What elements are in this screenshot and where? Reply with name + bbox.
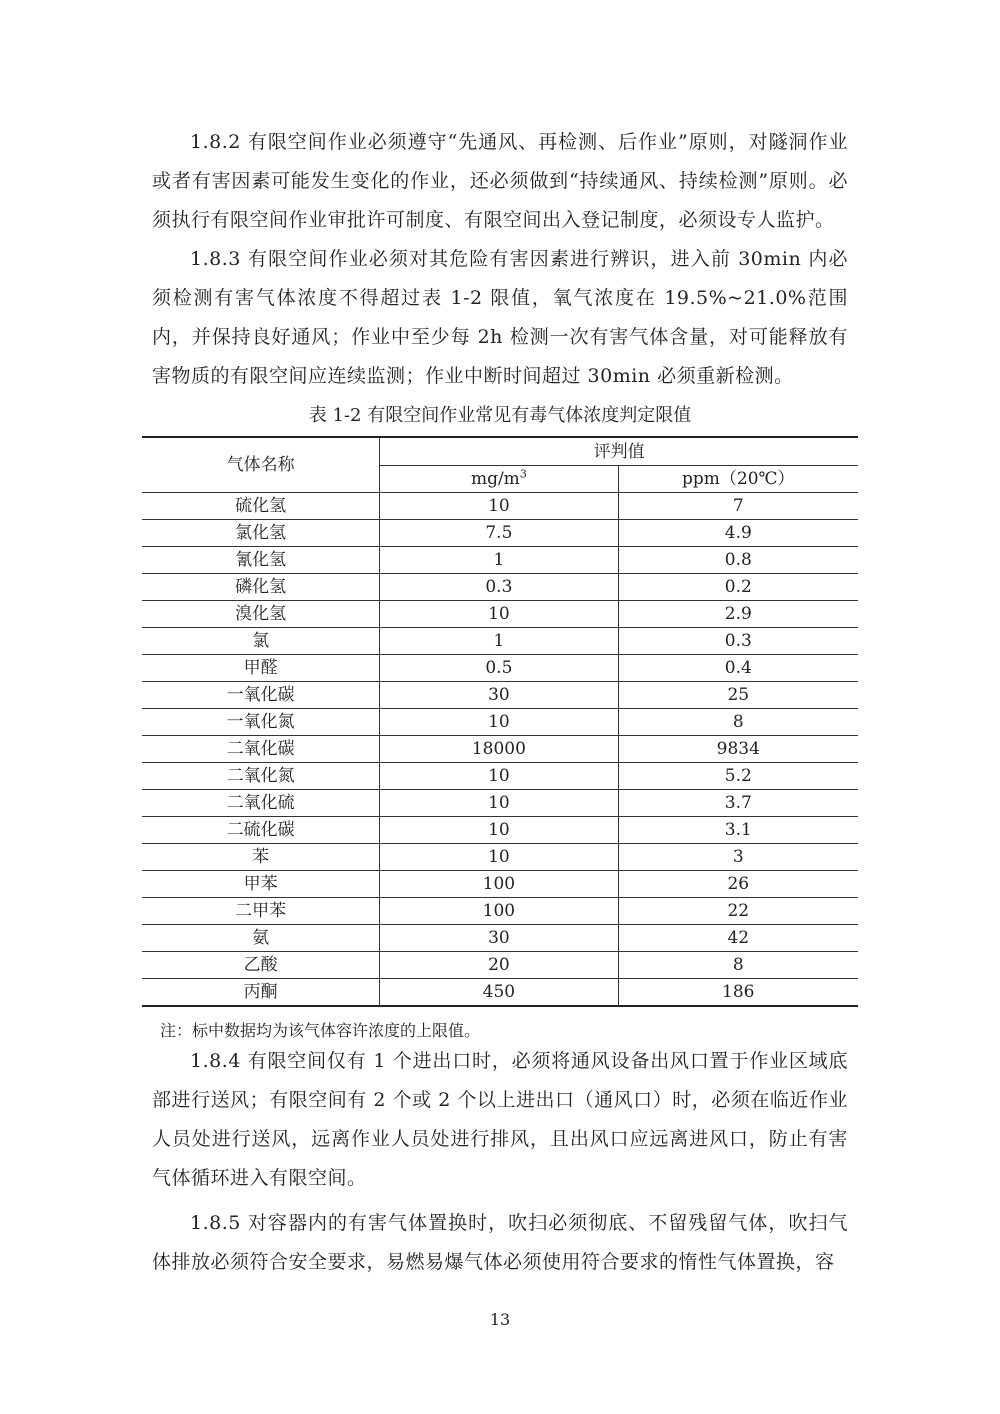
paragraph-1-8-3 xyxy=(152,240,848,396)
paragraph-text: 1.8.5 对容器内的有害气体置换时，吹扫必须彻底、不留残留气体，吹扫气体排放必须符合安全要求，易燃易爆气体必须使用符合要求的惰性气体置换，容 xyxy=(152,1212,848,1273)
gas-name-cell: 氯化氢 xyxy=(142,520,380,547)
mg-value-cell: 10 xyxy=(380,790,618,817)
gas-name-cell: 氨 xyxy=(142,925,380,952)
mg-value-cell: 18000 xyxy=(380,736,618,763)
mg-value-cell: 10 xyxy=(380,817,618,844)
gas-name-cell: 二氧化硫 xyxy=(142,790,380,817)
table-note: 注：标中数据均为该气体容许浓度的上限值。 xyxy=(160,1021,481,1040)
ppm-value-cell: 42 xyxy=(618,925,858,952)
ppm-value-cell: 186 xyxy=(618,979,858,1007)
ppm-value-cell: 5.2 xyxy=(618,763,858,790)
table-row xyxy=(142,898,858,925)
gas-name-cell: 硫化氢 xyxy=(142,493,380,520)
table-row xyxy=(142,925,858,952)
mg-value-cell: 0.3 xyxy=(380,574,618,601)
mg-value-cell: 20 xyxy=(380,952,618,979)
table-row xyxy=(142,655,858,682)
gas-name-cell: 二氧化碳 xyxy=(142,736,380,763)
paragraph-text: 1.8.4 有限空间仅有 1 个进出口时，必须将通风设备出风口置于作业区域底部进行送风；有限空间有 2 个或 2 个以上进出口（通风口）时，必须在临近作业人员处进行送风，远离作业人员处进行排风，且出风口应远离进风口，防止有害气体循环进入有限空间。 xyxy=(152,1050,848,1189)
table-row xyxy=(142,844,858,871)
table-row xyxy=(142,601,858,628)
ppm-value-cell: 0.3 xyxy=(618,628,858,655)
table-row xyxy=(142,736,858,763)
table-row xyxy=(142,817,858,844)
header-gas-name: 气体名称 xyxy=(142,437,380,493)
mg-value-cell: 0.5 xyxy=(380,655,618,682)
table-row xyxy=(142,574,858,601)
table-caption: 表 1-2 有限空间作业常见有毒气体浓度判定限值 xyxy=(308,405,692,426)
ppm-value-cell: 3.7 xyxy=(618,790,858,817)
mg-value-cell: 1 xyxy=(380,547,618,574)
gas-limit-table xyxy=(142,436,858,1007)
paragraph-1-8-5 xyxy=(152,1204,848,1282)
paragraph-1-8-2 xyxy=(152,123,848,240)
gas-name-cell: 氯 xyxy=(142,628,380,655)
ppm-value-cell: 25 xyxy=(618,682,858,709)
mg-value-cell: 450 xyxy=(380,979,618,1007)
ppm-value-cell: 22 xyxy=(618,898,858,925)
mg-value-cell: 7.5 xyxy=(380,520,618,547)
header-mg-per-m3: $mg/m^3$ xyxy=(380,466,618,493)
gas-name-cell: 乙酸 xyxy=(142,952,380,979)
mg-value-cell: 100 xyxy=(380,898,618,925)
paragraph-text: 1.8.3 有限空间作业必须对其危险有害因素进行辨识，进入前 30min 内必须检测有害气体浓度不得超过表 1-2 限值，氧气浓度在 19.5%~21.0%范围内，并保持良好通风；作业中至少每 2h 检测一次有害气体含量，对可能释放有害物质的有限空间应连续监测；作业中断时间超过 30min 必须重新检测。 xyxy=(152,248,848,387)
ppm-value-cell: 9834 xyxy=(618,736,858,763)
gas-name-cell: 一氧化碳 xyxy=(142,682,380,709)
table-row xyxy=(142,790,858,817)
gas-name-cell: 二甲苯 xyxy=(142,898,380,925)
paragraph-1-8-4 xyxy=(152,1042,848,1198)
gas-name-cell: 甲醛 xyxy=(142,655,380,682)
gas-name-cell: 溴化氢 xyxy=(142,601,380,628)
table-row xyxy=(142,547,858,574)
ppm-value-cell: 8 xyxy=(618,952,858,979)
ppm-value-cell: 4.9 xyxy=(618,520,858,547)
mg-value-cell: 30 xyxy=(380,682,618,709)
header-ppm: ppm（20℃） xyxy=(618,466,858,493)
ppm-value-cell: 26 xyxy=(618,871,858,898)
gas-name-cell: 二硫化碳 xyxy=(142,817,380,844)
ppm-value-cell: 2.9 xyxy=(618,601,858,628)
gas-name-cell: 一氧化氮 xyxy=(142,709,380,736)
ppm-value-cell: 7 xyxy=(618,493,858,520)
gas-name-cell: 苯 xyxy=(142,844,380,871)
mg-value-cell: 10 xyxy=(380,601,618,628)
gas-name-cell: 丙酮 xyxy=(142,979,380,1007)
mg-value-cell: 10 xyxy=(380,493,618,520)
mg-value-cell: 10 xyxy=(380,763,618,790)
ppm-value-cell: 3 xyxy=(618,844,858,871)
mg-value-cell: 10 xyxy=(380,709,618,736)
table-row xyxy=(142,520,858,547)
table-row xyxy=(142,952,858,979)
gas-name-cell: 磷化氢 xyxy=(142,574,380,601)
gas-name-cell: 氰化氢 xyxy=(142,547,380,574)
gas-name-cell: 二氧化氮 xyxy=(142,763,380,790)
mg-value-cell: 1 xyxy=(380,628,618,655)
table-row xyxy=(142,709,858,736)
page-number: 13 xyxy=(489,1310,511,1329)
ppm-value-cell: 8 xyxy=(618,709,858,736)
mg-value-cell: 10 xyxy=(380,844,618,871)
mg-value-cell: 100 xyxy=(380,871,618,898)
ppm-value-cell: 0.8 xyxy=(618,547,858,574)
table-row xyxy=(142,493,858,520)
table-row xyxy=(142,871,858,898)
paragraph-text: 1.8.2 有限空间作业必须遵守“先通风、再检测、后作业”原则，对隧洞作业或者有害因素可能发生变化的作业，还必须做到“持续通风、持续检测”原则。必须执行有限空间作业审批许可制度、有限空间出入登记制度，必须设专人监护。 xyxy=(152,131,848,231)
table-row xyxy=(142,682,858,709)
ppm-value-cell: 0.4 xyxy=(618,655,858,682)
mg-value-cell: 30 xyxy=(380,925,618,952)
table-row xyxy=(142,763,858,790)
header-evaluation-value: 评判值 xyxy=(380,437,858,466)
ppm-value-cell: 0.2 xyxy=(618,574,858,601)
gas-name-cell: 甲苯 xyxy=(142,871,380,898)
table-row xyxy=(142,628,858,655)
ppm-value-cell: 3.1 xyxy=(618,817,858,844)
table-row xyxy=(142,979,858,1007)
